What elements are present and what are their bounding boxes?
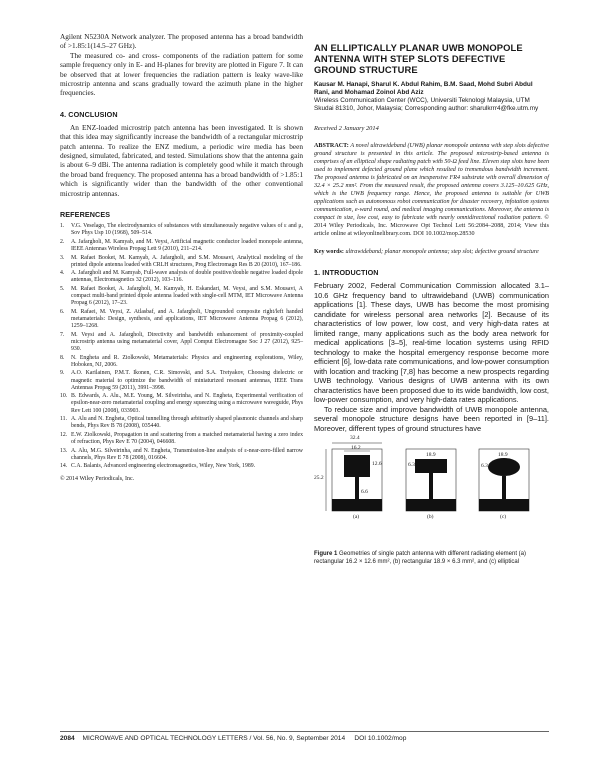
page-footer — [60, 731, 549, 742]
reference-item — [60, 286, 303, 308]
continued-paragraph: Agilent N5230A Network analyzer. The proposed antenna has a broad bandwidth of >1.85:1(14.5–27 GHz). — [60, 32, 303, 51]
dim-patch-c-width-label: 18.9 — [498, 452, 508, 458]
elliptical-patch-c — [488, 458, 520, 476]
abstract-label: ABSTRACT: — [314, 143, 349, 149]
reference-number: 14. — [60, 463, 68, 470]
article-title: AN ELLIPTICALLY PLANAR UWB MONOPOLE ANTENNA WITH STEP SLOTS DEFECTIVE GROUND STRUCTURE — [314, 42, 523, 75]
received-date: Received 2 January 2014 — [314, 125, 379, 132]
left-column — [60, 32, 303, 482]
dim-width-label: 32.4 — [350, 435, 360, 441]
introduction-heading: 1. INTRODUCTION — [314, 268, 379, 277]
feed-line-a — [355, 477, 359, 499]
reference-text: E.W. Ziolkowski, Propagation in and scattering from a matched metamaterial having a zero index of refraction, Phys Rev E 70 (2004), 046608. — [71, 431, 303, 446]
reference-text: A. Alu and N. Engheta, Optical tunnelling through arbitrarily shaped plasmonic channels and sharp bends, Phys Rev B 78 (2008), 035440. — [71, 416, 303, 430]
reference-number: 5. — [60, 285, 65, 292]
ground-plane-a — [332, 499, 382, 511]
reference-text: M. Veysi and A. Jafargholi, Directivity and bandwidth enhancement of proximity-coupled microstrip antenna using metamaterial cover, Appl Comput Electromagne Soc J 27 (2012), 925–930. — [71, 331, 303, 353]
reference-text: V.G. Veselago, The electrodynamics of substances with simultaneously negative values of ε and μ, Sov Phys Usp 10 (1968), 509–514. — [71, 223, 303, 237]
dim-feed-label: 6.6 — [361, 489, 368, 495]
caption-text: Geometries of single patch antenna with different radiating element (a) rectangular 16.2 × 12.6 mm², (b) rectangular 18.9 × 6.3 mm², and (c) elliptical — [314, 551, 527, 565]
references-heading: REFERENCES — [60, 210, 111, 220]
reference-number: 13. — [60, 447, 68, 454]
reference-text: N. Engheta and R. Ziolkowski, Metamaterials: Physics and engineering explorations, Wiley, Hoboken, NJ, 2006. — [71, 354, 303, 368]
reference-number: 4. — [60, 270, 65, 277]
reference-item — [60, 255, 303, 269]
reference-text: A. Jafargholi, M. Kamyab, and M. Veysi, Artificial magnetic conductor loaded monopole antenna, IEEE Antennas Wireless Propag Lett 9 (2010), 211–214. — [71, 238, 303, 252]
affiliation: Wireless Communication Center (WCC), Universiti Teknologi Malaysia, UTM Skudai 81310, Johor, Malaysia; Corresponding author: sharulkrrr4@fke.utm.my — [314, 97, 539, 112]
abstract-citation: © 2014 Wiley Periodicals, Inc. Microwave Opt Technol Lett 56:2084–2088, 2014; View this article online at wileyonlinelibrary.com. DOI 10.1002/mop.28530 — [314, 215, 549, 237]
figure-1 — [314, 435, 549, 549]
conclusion-text: An ENZ-loaded microstrip patch antenna has been investigated. It is shown that this idea may significantly increase the bandwidth of a rectangular microstrip patch antenna. To realize the ENZ medium, a periodic wire media has been designed, simulated, fabricated, and tested. Simulations show that the antenna gain is about 6–9 dBi. The antenna radiation is completely good while it match through the broad band frequency. The proposed antenna has a broad bandwidth of >1.85:1 which is significantly wider than the bandwidth of the other conventional microstrip antennas. — [60, 122, 303, 198]
reference-item — [60, 463, 303, 470]
reference-number: 9. — [60, 370, 65, 377]
reference-item — [60, 370, 303, 392]
conclusion-heading: 4. CONCLUSION — [60, 109, 118, 119]
dim-patch-a-width-label: 16.2 — [351, 445, 361, 451]
reference-item — [60, 432, 303, 446]
reference-number: 8. — [60, 354, 65, 361]
panel-label-c: (c) — [500, 514, 507, 520]
ground-plane-b — [406, 499, 456, 511]
reference-text: A.O. Karilainen, P.M.T. Ikonen, C.R. Simovski, and S.A. Tretyakov, Choosing dielectric or magnetic material to optimize the bandwidth of miniaturized resonant antennas, IEEE Trans Antennas Propag 59 (2011), 3991–3998. — [71, 370, 303, 391]
reference-text: A. Jafargholi and M. Kamyab, Full-wave analysis of double positive/double negative loaded dipole antennas, Electromagnetics 32 (2012), 103–116. — [71, 270, 303, 284]
author-list: Kausar M. Hanapi, Sharul K. Abdul Rahim, B.M. Saad, Mohd Subri Abdul Rani, and Mohamad Zoinol Abd Aziz — [314, 81, 533, 96]
feed-line-c — [502, 476, 506, 499]
reference-item — [60, 239, 303, 253]
footer-doi: DOI 10.1002/mop — [354, 735, 407, 742]
reference-text: B. Edwards, A. Alu., M.E. Young, M. Silveirinha, and N. Engheta, Experimental verification of epsilon-near-zero metamaterial coupling and energy squeezing using a microwave waveguide, Phys Rev Lett 100 (2008), 033903. — [71, 393, 303, 414]
reference-number: 1. — [60, 223, 65, 230]
reference-item — [60, 416, 303, 430]
keywords — [314, 248, 549, 256]
abstract — [314, 142, 549, 238]
reference-text: C.A. Balanis, Advanced engineering electromagnetics, Wiley, New York, 1989. — [71, 463, 256, 470]
reference-number: 12. — [60, 431, 68, 438]
rectangular-patch-b — [415, 459, 447, 473]
measurement-paragraph: The measured co- and cross- components of the radiation pattern for some sample frequency only in E- and H-planes for brevity are plotted in Figure 7. It can be observed that at lower frequencies the radiation pattern is leaky wave-like microstrip antenna and scans gradually toward the azimuth plane in the higher frequencies. — [60, 50, 303, 98]
dim-height-label: 25.2 — [314, 475, 324, 481]
rectangular-patch-a — [344, 455, 370, 477]
introduction-p1: February 2002, Federal Communication Commission allocated 3.1–10.6 GHz frequency band to ultrawideband (UWB) communication applications [1]. These days, UWB has become the most promising candidate for wireless personal area networks [2]. Because of its characteristics of low power, low cost, and very high-data rates at limited range, many applications such as the body area network for medical applications [3–5], real-time location systems using RFID technology to make the hospital emergency response become more efficient [6], low-data rate communications, and low-power consumption with location and tracking [7,8] has become a new prospects regarding UWB technology. Various designs of UWB antenna with its own characteristics have been proposed due to its wide bandwidth, low cost, low-power consumption, and very high-data rates applications. — [314, 281, 549, 404]
reference-number: 2. — [60, 238, 65, 245]
journal-name: MICROWAVE AND OPTICAL TECHNOLOGY LETTERS / Vol. 56, No. 9, September 2014 — [82, 735, 346, 742]
reference-item — [60, 393, 303, 415]
reference-number: 11. — [60, 416, 68, 423]
reference-number: 6. — [60, 308, 65, 315]
dim-patch-c-height-label: 6.3 — [481, 463, 488, 469]
reference-number: 10. — [60, 393, 68, 400]
reference-text: A. Alu, M.G. Silveirinha, and N. Engheta, Transmission-line analysis of ε-near-zero-filled narrow channels, Phys Rev E 78 (2008), 016604. — [71, 447, 303, 461]
reference-number: 7. — [60, 331, 65, 338]
feed-line-b — [429, 473, 433, 499]
reference-list — [60, 223, 303, 470]
introduction-p2: To reduce size and improve bandwidth of UWB monopole antenna, several monopole structure designs have been reported in [9–11]. Moreover, different types of ground structures have — [314, 404, 549, 433]
panel-label-a: (a) — [353, 514, 360, 520]
reference-item — [60, 332, 303, 354]
keywords-label: Key words: — [314, 249, 344, 255]
ground-plane-c — [479, 499, 529, 511]
reference-number: 3. — [60, 254, 65, 261]
page-number: 2084 — [60, 735, 75, 742]
figure-caption — [314, 551, 549, 566]
reference-item — [60, 309, 303, 331]
panel-label-b: (b) — [427, 514, 434, 520]
reference-text: M. Rafaei Booket, A. Jafargholi, M. Kamyab, H. Eskandari, M. Veysi, and S.M. Mousavi, A compact multi-band printed dipole antenna loaded with single-cell MTM, IET Microwave Antenna Propag 6 (2012), 17–23. — [71, 285, 303, 307]
right-column — [314, 32, 549, 566]
abstract-body: A novel ultrawideband (UWB) planar monopole antenna with step slots defective ground structure is presented in this article. The proposed microstrip-based antenna is comprises of an elliptical shape radiating patch with 50-Ω feed line. Eleven step slots have been used to implement defected ground plane which resulted to tremendous bandwidth increment. The proposed antenna is fabricated on an inexpensive FR4 substrate with overall dimension of 32.4 × 25.2 mm². From the measured result, the proposed antenna covers 3.125–10.625 GHz, which is the UWB frequency range. Hence, the proposed antenna is suitable for UWB applications such as autonomous robot communication for disaster recovery, infotation systems communication, e-ward round, and medical imaging communications. Moreover, the antenna is compact in size, low cost, easy to fabricate with nearly omnidirectional radiation pattern. — [314, 143, 550, 221]
reference-text: M. Rafaei Booket, M. Kamyab, A. Jafargholi, and S.M. Mousavi, Analytical modeling of the printed dipole antenna loaded with CRLH structures, Prog Electromagn Res B 20 (2010), 167–186. — [71, 254, 303, 268]
reference-item — [60, 270, 303, 284]
reference-item — [60, 355, 303, 369]
dim-patch-b-width-label: 18.9 — [426, 452, 436, 458]
reference-item — [60, 223, 303, 237]
reference-item — [60, 448, 303, 462]
caption-label: Figure 1 — [314, 551, 338, 557]
reference-text: M. Rafaei, M. Veysi, Z. Atlasbaf, and A. Jafargholi, Ungrounded composite right/left handed metamaterials: Design, synthesis, and applications, IET Microwave Antenna Propag 6 (2012), 1259–1268. — [71, 308, 303, 330]
dim-patch-a-height-label: 12.6 — [372, 461, 382, 467]
copyright-notice: © 2014 Wiley Periodicals, Inc. — [60, 476, 135, 483]
keywords-list: ultrawideband; planar monopole antenna; step slot; defective ground structure — [345, 249, 539, 255]
dim-patch-b-height-label: 6.3 — [408, 462, 415, 468]
